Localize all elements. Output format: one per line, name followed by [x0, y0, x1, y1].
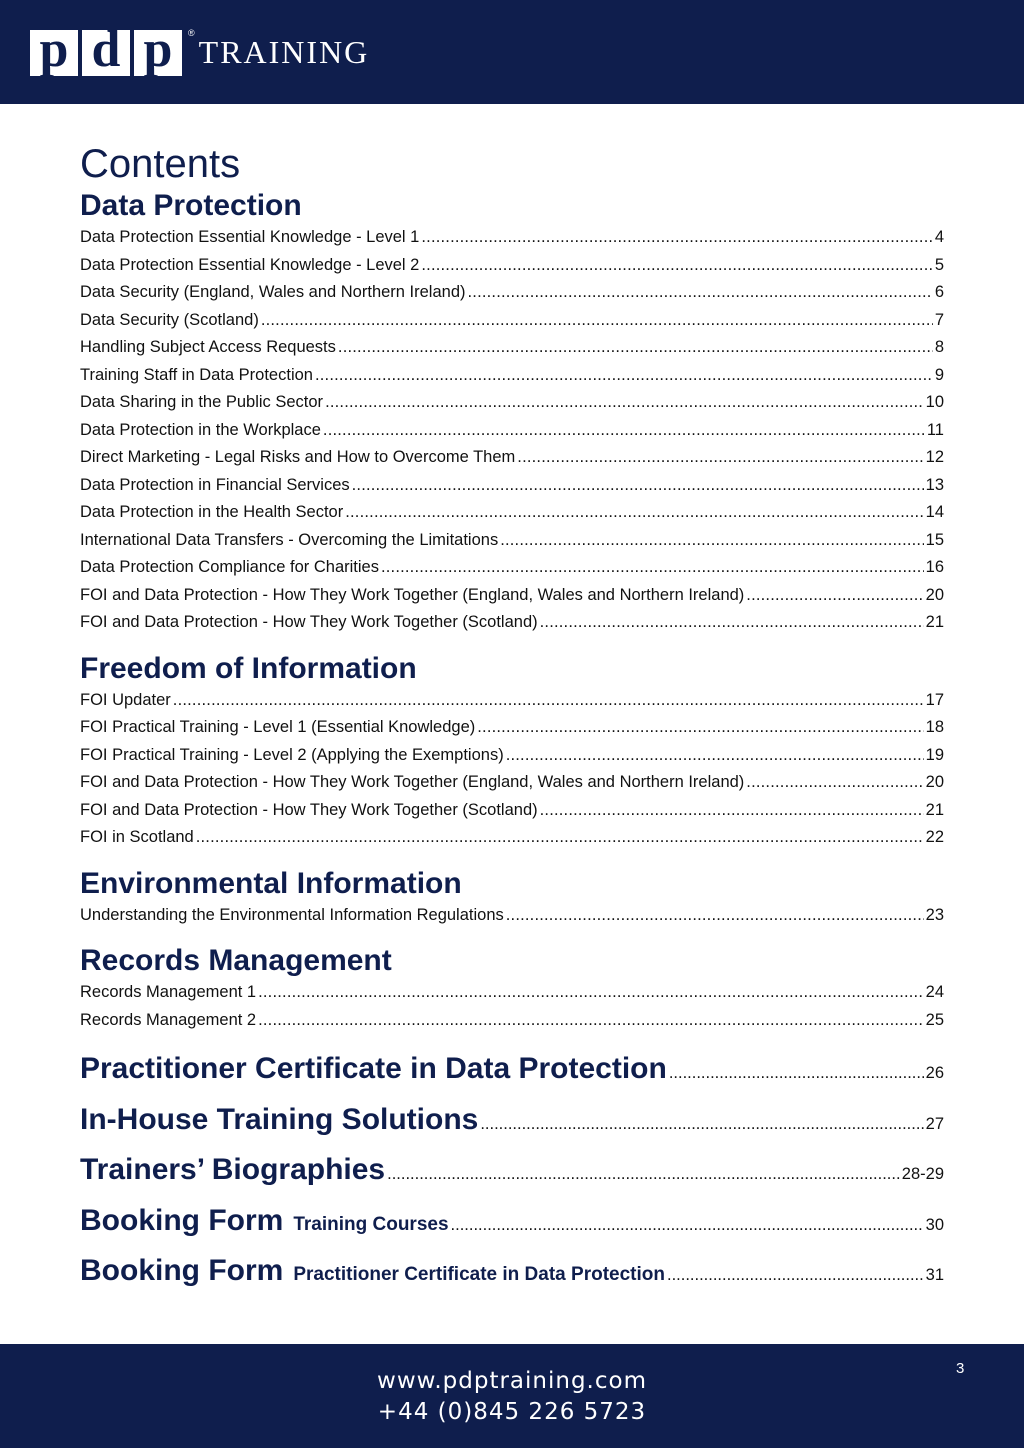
toc-entry[interactable] [80, 527, 944, 555]
toc-entry[interactable] [80, 334, 944, 362]
major-entry-title: Booking Form [80, 1203, 284, 1237]
dot-leader [258, 979, 924, 1007]
toc-entry-title: Direct Marketing - Legal Risks and How to Overcome Them [80, 448, 516, 466]
dot-leader [173, 687, 924, 715]
dot-leader [468, 279, 933, 307]
major-entry-title: Trainers’ Biographies [80, 1153, 386, 1186]
toc-entry-title: FOI and Data Protection - How They Work Together (England, Wales and Northern Ireland) [80, 585, 745, 604]
toc-entry-page: 24 [925, 983, 944, 1001]
toc-entry-page: 15 [925, 530, 944, 549]
dot-leader [325, 389, 924, 417]
toc-entry-page: 22 [925, 828, 944, 846]
logo-letter-p1: p [30, 30, 78, 76]
header-bar [0, 0, 1024, 104]
toc-entry-page: 21 [925, 613, 944, 631]
website-link[interactable]: www.pdptraining.com [377, 1368, 647, 1394]
section-heading: Data Protection [80, 189, 302, 222]
toc-entry-page: 5 [934, 255, 944, 274]
toc-entry-title: Handling Subject Access Requests [80, 338, 336, 356]
dot-leader [352, 472, 924, 500]
toc-entry[interactable] [80, 714, 944, 742]
toc-entry[interactable] [80, 417, 944, 445]
toc-entry[interactable] [80, 307, 944, 335]
toc-entry[interactable] [80, 769, 944, 797]
toc-entry-title: FOI and Data Protection - How They Work Together (Scotland) [80, 800, 538, 819]
major-entry-title: Booking Form [80, 1254, 284, 1287]
major-entry-page: 31 [925, 1266, 944, 1284]
toc-section [80, 188, 944, 637]
toc-entry-title: FOI and Data Protection - How They Work Together (England, Wales and Northern Ireland) [80, 773, 745, 791]
logo-wordmark: TRAINING [198, 34, 370, 70]
toc-entry[interactable] [80, 1007, 944, 1035]
toc-entry[interactable] [80, 554, 944, 582]
toc-sections [80, 188, 944, 1034]
dot-leader [196, 824, 924, 852]
toc-entry[interactable] [80, 252, 944, 280]
dot-leader [381, 554, 924, 582]
section-heading: Environmental Information [80, 866, 462, 900]
toc-entry[interactable] [80, 224, 944, 252]
toc-entry-title: FOI Practical Training - Level 1 (Essential Knowledge) [80, 718, 476, 736]
section-heading: Freedom of Information [80, 651, 417, 685]
dot-leader [500, 527, 923, 555]
major-entry-subtitle: Training Courses [293, 1213, 449, 1235]
toc-section [80, 866, 944, 930]
footer-contact [0, 1366, 1024, 1428]
phone-number: +44 (0)845 226 5723 [377, 1399, 647, 1425]
major-entry-subtitle: Practitioner Certificate in Data Protection [293, 1264, 665, 1285]
toc-major-entry[interactable] [80, 1044, 944, 1095]
toc-entry-page: 20 [925, 773, 944, 791]
dot-leader [421, 252, 932, 280]
major-entry-page: 27 [925, 1114, 944, 1133]
major-entry-page: 26 [925, 1064, 944, 1082]
toc-entry[interactable] [80, 279, 944, 307]
toc-entry-page: 12 [925, 448, 944, 466]
toc-entry-page: 21 [925, 800, 944, 819]
contents-body [80, 140, 944, 1297]
dot-leader [540, 609, 924, 637]
toc-entry-page: 11 [926, 420, 944, 439]
toc-entry-page: 9 [934, 365, 944, 384]
toc-entry-page: 20 [925, 585, 944, 604]
major-entry-page: 28-29 [901, 1165, 944, 1183]
toc-entry-title: Data Sharing in the Public Sector [80, 393, 324, 411]
toc-entry-page: 10 [925, 393, 944, 411]
toc-entry[interactable] [80, 797, 944, 825]
dot-leader [387, 1149, 900, 1199]
dot-leader [667, 1250, 924, 1300]
logo-letter-p2: p [134, 30, 182, 76]
toc-entry[interactable] [80, 687, 944, 715]
toc-entry-title: International Data Transfers - Overcoming the Limitations [80, 530, 499, 549]
toc-entry[interactable] [80, 444, 944, 472]
toc-entry-title: FOI Practical Training - Level 2 (Applying the Exemptions) [80, 745, 504, 764]
toc-entry[interactable] [80, 362, 944, 390]
toc-entry-title: Data Protection in the Workplace [80, 420, 321, 439]
pdp-training-logo [30, 30, 369, 76]
dot-leader [746, 582, 923, 610]
toc-entry-page: 13 [925, 475, 944, 494]
toc-entry-page: 19 [925, 745, 944, 764]
toc-entry-page: 6 [934, 283, 944, 301]
page-number: 3 [956, 1360, 965, 1377]
toc-entry-page: 8 [934, 338, 944, 356]
toc-entry-title: Records Management 1 [80, 983, 257, 1001]
toc-section [80, 651, 944, 852]
toc-entry-page: 16 [925, 558, 944, 576]
toc-major-entry[interactable] [80, 1145, 944, 1196]
dot-leader [506, 742, 924, 770]
dot-leader [345, 499, 923, 527]
toc-entry-page: 14 [925, 503, 944, 521]
major-entry-title: Practitioner Certificate in Data Protection [80, 1052, 667, 1085]
toc-section [80, 943, 944, 1034]
toc-entry-title: Data Protection Essential Knowledge - Level 1 [80, 228, 420, 246]
dot-leader [517, 444, 923, 472]
toc-entry[interactable] [80, 742, 944, 770]
toc-entry-title: Records Management 2 [80, 1010, 257, 1029]
registered-mark: ® [188, 28, 195, 38]
toc-entry-title: Data Security (Scotland) [80, 310, 259, 329]
dot-leader [323, 417, 925, 445]
toc-entry-title: Data Protection Essential Knowledge - Level 2 [80, 255, 420, 274]
toc-entry-title: FOI and Data Protection - How They Work Together (Scotland) [80, 613, 538, 631]
dot-leader [669, 1048, 924, 1098]
dot-leader [421, 224, 932, 252]
toc-entry-title: FOI in Scotland [80, 828, 194, 846]
dot-leader [258, 1007, 924, 1035]
toc-entry-page: 23 [925, 905, 944, 924]
toc-entry[interactable] [80, 979, 944, 1007]
toc-major-entry[interactable] [80, 1196, 944, 1247]
dot-leader [338, 334, 933, 362]
toc-entry[interactable] [80, 389, 944, 417]
toc-entry[interactable] [80, 499, 944, 527]
dot-leader [477, 714, 923, 742]
toc-entry[interactable] [80, 582, 944, 610]
dot-leader [506, 902, 924, 930]
section-heading: Records Management [80, 944, 392, 977]
toc-entry-title: FOI Updater [80, 690, 171, 709]
toc-entry[interactable] [80, 472, 944, 500]
toc-entry[interactable] [80, 902, 944, 930]
dot-leader [540, 797, 924, 825]
toc-entry-page: 4 [934, 228, 944, 246]
toc-major-entry[interactable] [80, 1095, 944, 1146]
dot-leader [480, 1099, 923, 1149]
toc-entry-title: Data Protection Compliance for Charities [80, 558, 379, 576]
toc-major-entries [80, 1044, 944, 1297]
toc-entry-page: 25 [925, 1010, 944, 1029]
toc-entry-page: 18 [925, 718, 944, 736]
toc-major-entry[interactable] [80, 1246, 944, 1297]
toc-entry-title: Data Protection in Financial Services [80, 475, 350, 494]
toc-entry[interactable] [80, 824, 944, 852]
toc-entry[interactable] [80, 609, 944, 637]
dot-leader [315, 362, 933, 390]
toc-entry-page: 7 [934, 310, 944, 329]
major-entry-page: 30 [925, 1215, 944, 1234]
dot-leader [451, 1200, 924, 1250]
toc-entry-page: 17 [925, 690, 944, 709]
toc-entry-title: Understanding the Environmental Information Regulations [80, 905, 504, 924]
logo-letter-d: d [82, 30, 130, 76]
footer-bar [0, 1344, 1024, 1448]
dot-leader [261, 307, 933, 335]
toc-entry-title: Training Staff in Data Protection [80, 365, 313, 384]
toc-entry-title: Data Protection in the Health Sector [80, 503, 344, 521]
major-entry-title: In-House Training Solutions [80, 1102, 479, 1136]
page-title: Contents [80, 142, 241, 186]
dot-leader [746, 769, 923, 797]
toc-entry-title: Data Security (England, Wales and Northern Ireland) [80, 283, 466, 301]
